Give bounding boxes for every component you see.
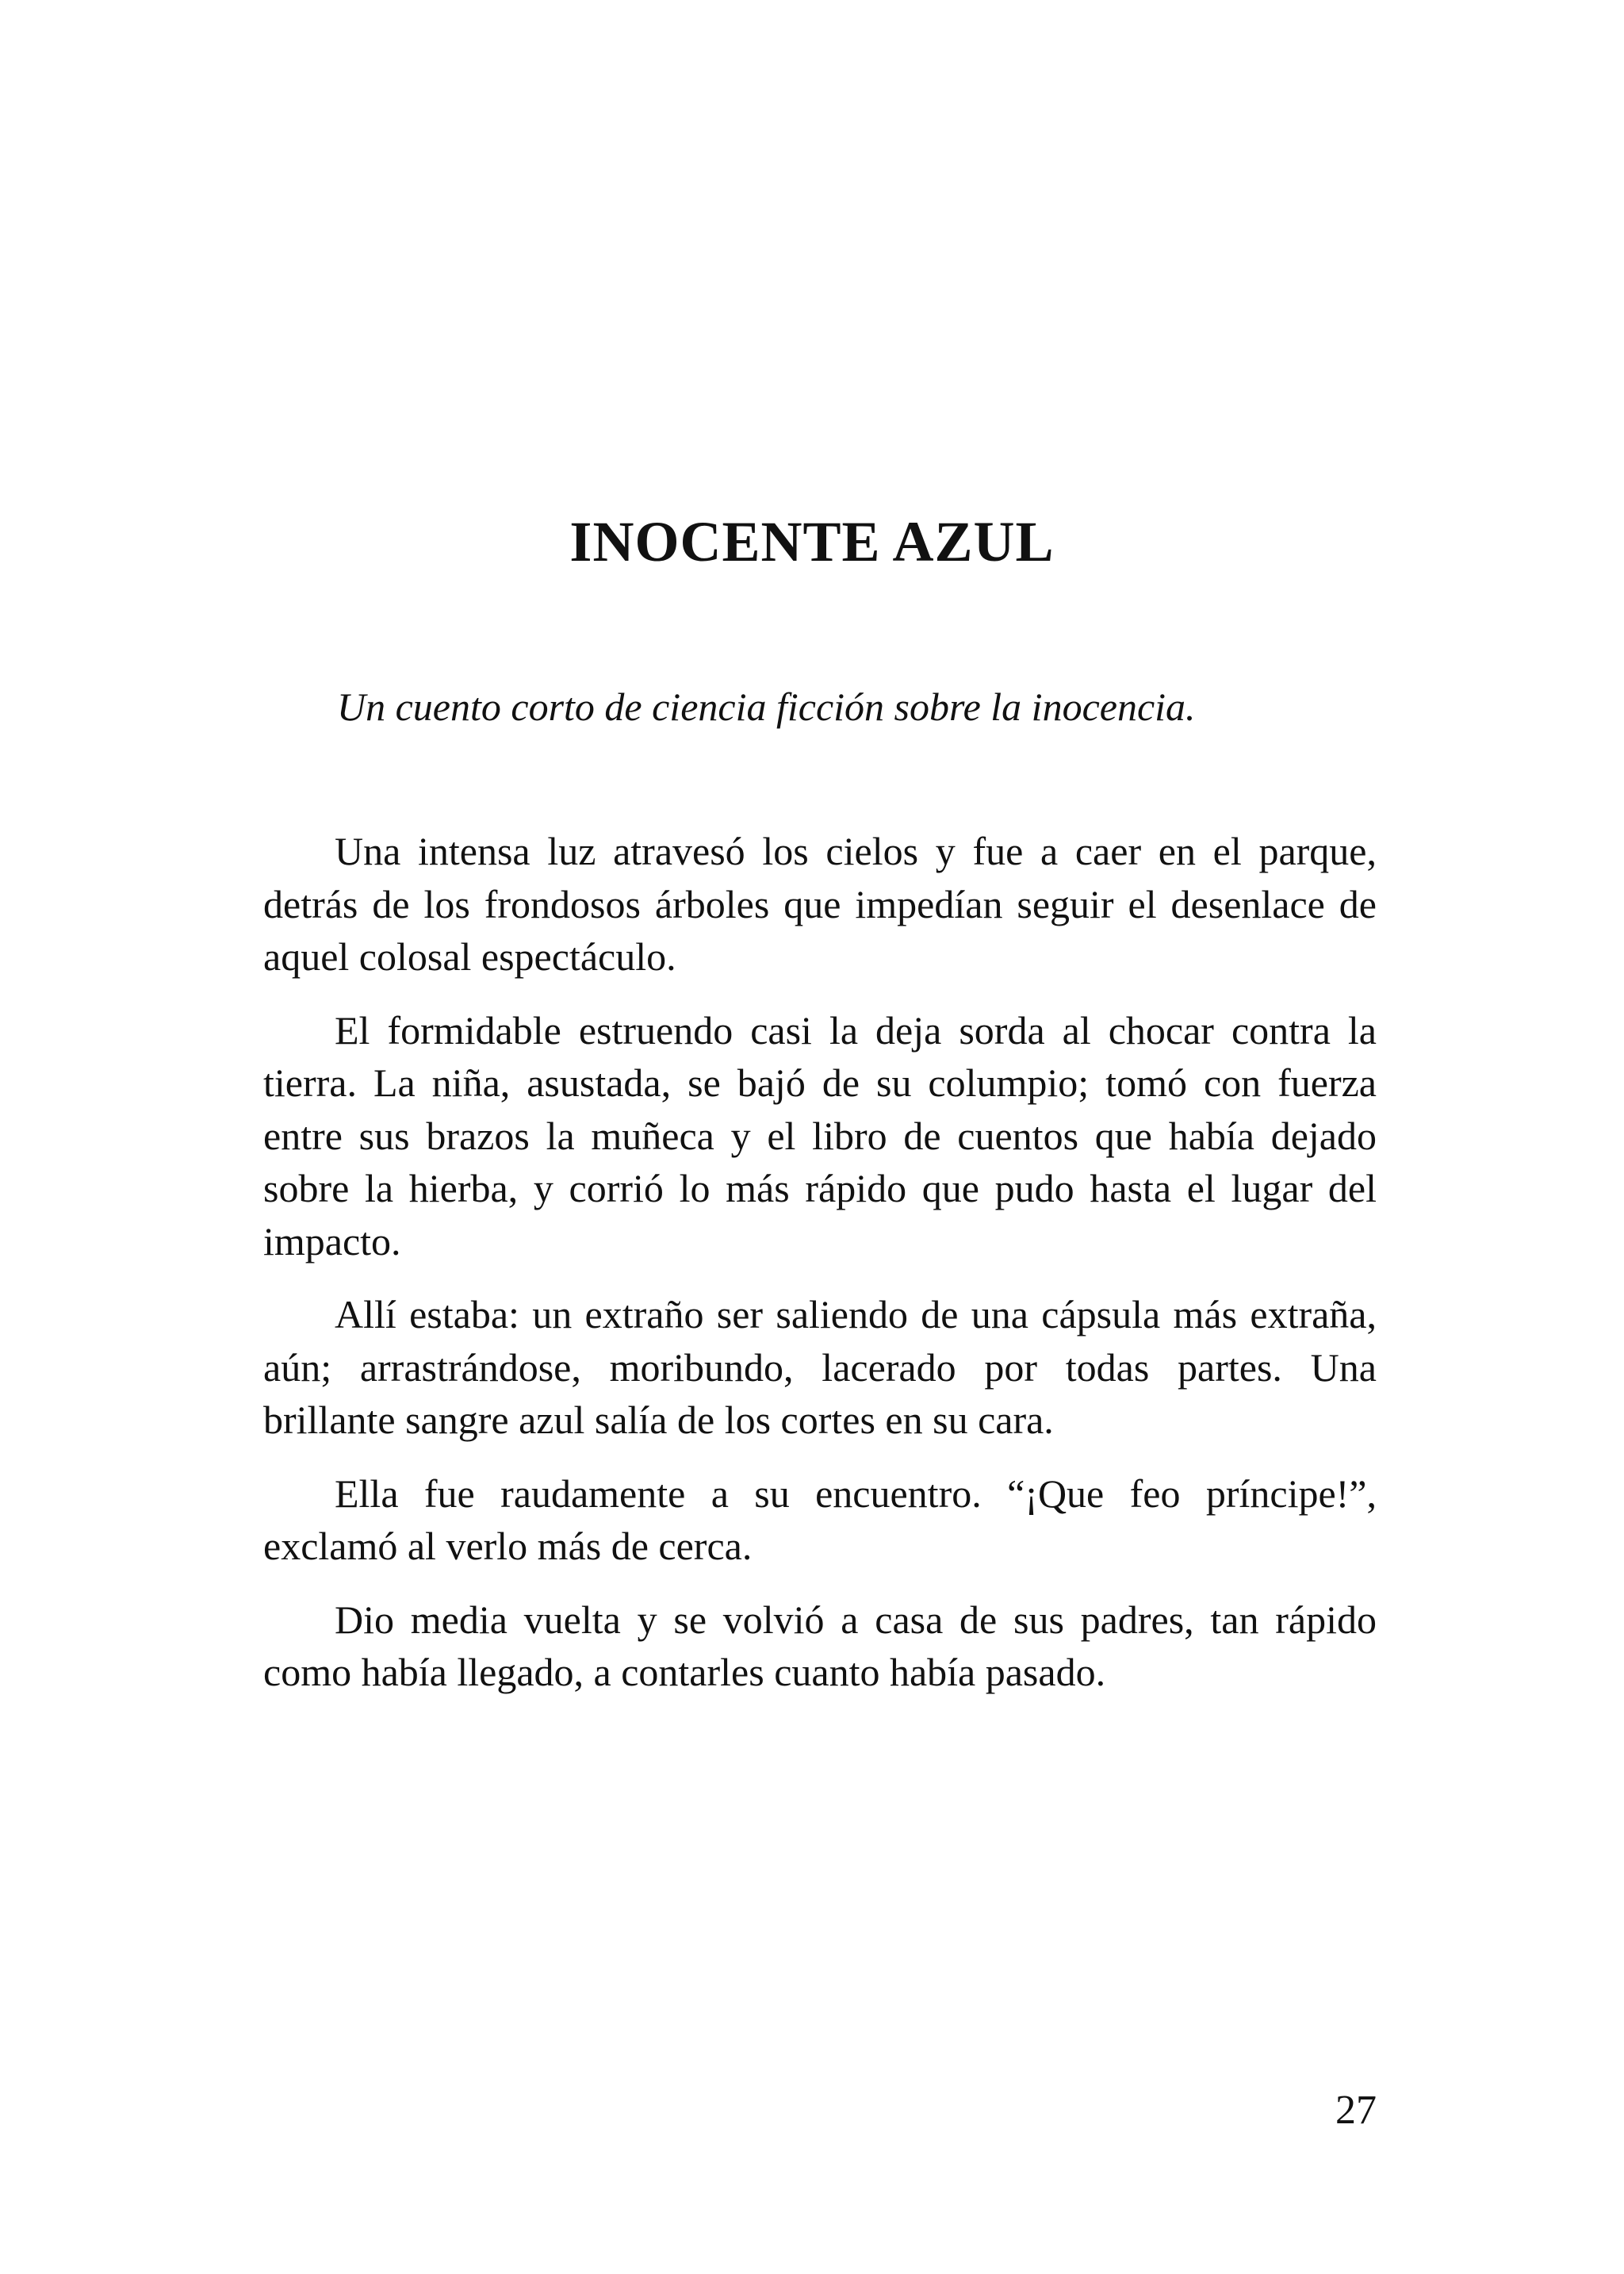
paragraph: Allí estaba: un extraño ser saliendo de una cápsula más extraña, aún; arrastrándose, moribundo, lacerado por todas partes. Una brillante sangre azul salía de los cortes en su cara. (263, 1292, 1377, 1442)
paragraph: El formidable estruendo casi la deja sorda al chocar contra la tierra. La niña, asustada, se bajó de su columpio; tomó con fuerza entre sus brazos la muñeca y el libro de cuentos que había dejado sobre la hierba, y corrió lo más rápido que pudo hasta el lugar del impacto. (263, 1007, 1377, 1264)
story-body (263, 825, 1377, 1720)
chapter-title: INOCENTE AZUL (569, 510, 1055, 573)
chapter-subtitle: Un cuento corto de ciencia ficción sobre la inocencia. (337, 685, 1196, 729)
paragraph: Dio media vuelta y se volvió a casa de sus padres, tan rápido como había llegado, a contarles cuanto había pasado. (263, 1597, 1377, 1694)
paragraph: Ella fue raudamente a su encuentro. “¡Que feo príncipe!”, exclamó al verlo más de cerca. (263, 1471, 1377, 1568)
paragraph: Una intensa luz atravesó los cielos y fue a caer en el parque, detrás de los frondosos árboles que impedían seguir el desenlace de aquel colosal espectáculo. (263, 829, 1377, 979)
page-number: 27 (1335, 2088, 1377, 2133)
